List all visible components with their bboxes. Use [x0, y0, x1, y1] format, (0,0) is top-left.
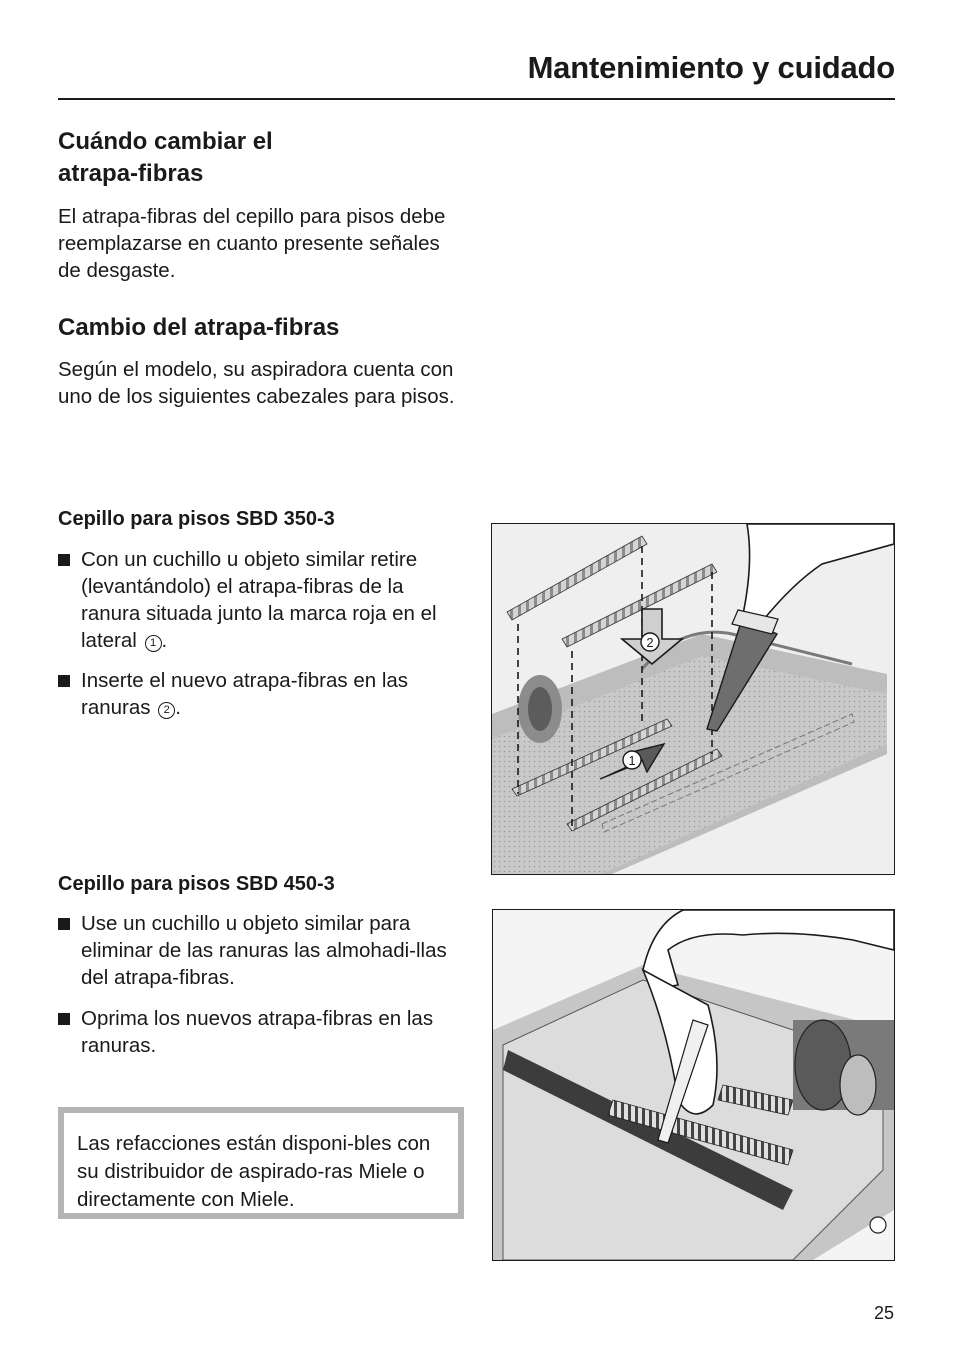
svg-text:2: 2 [646, 635, 654, 650]
page-title: Mantenimiento y cuidado [527, 50, 895, 85]
figure-sbd-450 [492, 909, 895, 1261]
floor-brush-illustration [492, 524, 894, 874]
bullet-square-icon [58, 918, 70, 930]
title-rule [58, 98, 895, 100]
bullet-square-icon [58, 1013, 70, 1025]
bullet-text: Use un cuchillo u objeto similar para eliminar de las ranuras las almohadi-llas del atrapa-fibras. [81, 912, 447, 989]
bullet-text: Con un cuchillo u objeto similar retire (levantándolo) el atrapa-fibras de la ranura situada junto la marca roja en el lateral [81, 548, 437, 652]
svg-text:1: 1 [628, 753, 636, 768]
bullet-square-icon [58, 554, 70, 566]
paragraph-change: Según el modelo, su aspiradora cuenta con uno de los siguientes cabezales para pisos. [58, 358, 455, 408]
bullet-text: Inserte el nuevo atrapa-fibras en las ranuras [81, 669, 409, 719]
callout-ref: 1 [145, 635, 162, 652]
section-when-to-change [58, 126, 468, 284]
paragraph-when-to-change: El atrapa-fibras del cepillo para pisos debe reemplazarse en cuanto presente señales de desgaste. [58, 205, 446, 282]
heading-change: Cambio del atrapa-fibras [58, 314, 340, 341]
figure-sbd-350 [491, 523, 895, 875]
heading-when-to-change: Cuándo cambiar el atrapa-fibras [58, 128, 273, 187]
floor-brush-illustration [493, 910, 894, 1260]
heading-sbd-350: Cepillo para pisos SBD 350-3 [58, 508, 335, 530]
bullet-text: Oprima los nuevos atrapa-fibras en las ranuras. [81, 1007, 434, 1057]
page-number: 25 [873, 1303, 894, 1323]
note-box [58, 1107, 464, 1219]
heading-sbd-450: Cepillo para pisos SBD 450-3 [58, 873, 335, 895]
note-text: Las refacciones están disponi-bles con su distribuidor de aspirado-ras Miele o directamente con Miele. [77, 1132, 431, 1211]
bullet-square-icon [58, 675, 70, 687]
callout-ref: 2 [158, 702, 175, 719]
section-change [58, 312, 468, 410]
